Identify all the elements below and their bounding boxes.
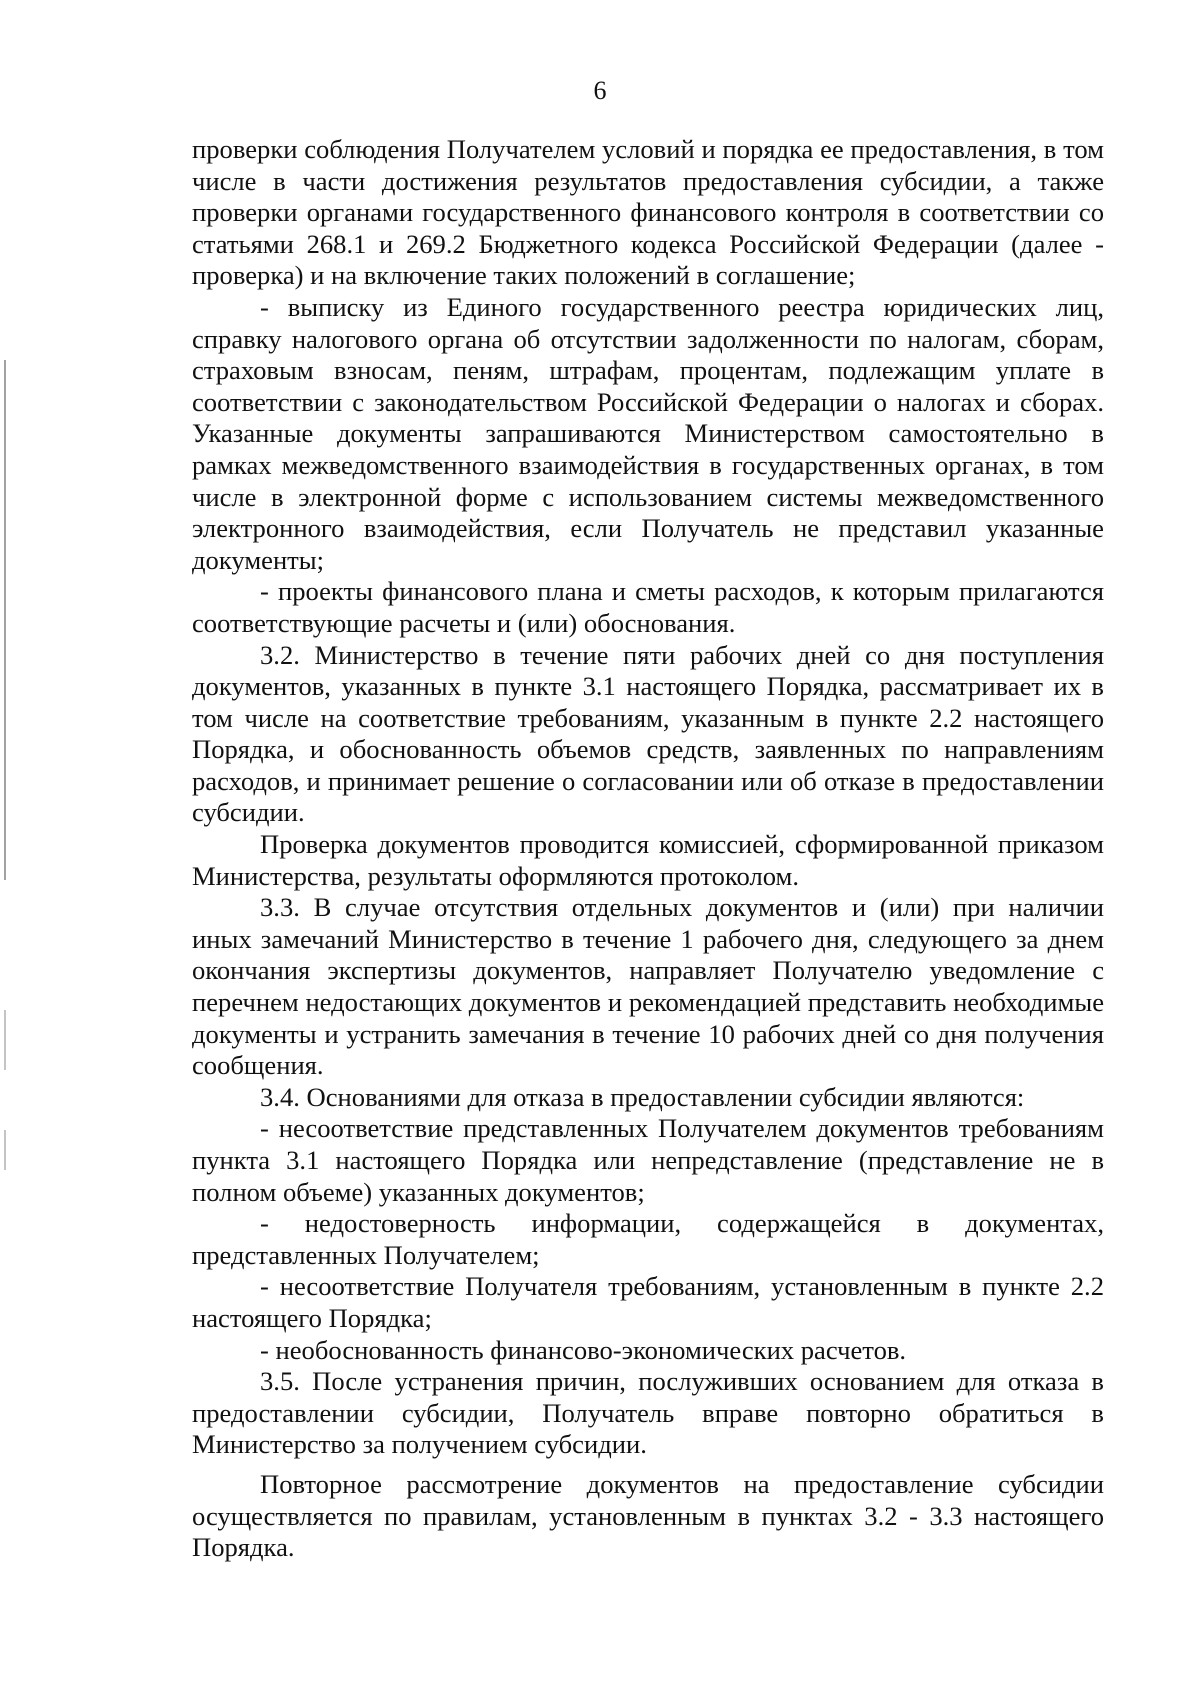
- scan-margin-mark: [4, 1130, 6, 1170]
- list-item-refusal-requirements: - несоответствие Получателя требованиям, установленным в пункте 2.2 настоящего Порядка;: [192, 1271, 1104, 1333]
- list-item-financial-plan: - проекты финансового плана и сметы расходов, к которым прилагаются соответствующие расчеты и (или) обоснования.: [192, 576, 1104, 638]
- list-item-refusal-nonconformity: - несоответствие представленных Получателем документов требованиям пункта 3.1 настоящего Порядка или непредставление (представление не в полном объеме) указанных документов;: [192, 1113, 1104, 1207]
- document-body: [192, 134, 1104, 1564]
- scan-margin-mark: [4, 1010, 6, 1070]
- list-item-refusal-calculations: - необоснованность финансово-экономических расчетов.: [260, 1334, 907, 1365]
- clause-3-4: 3.4. Основаниями для отказа в предоставлении субсидии являются:: [260, 1081, 1025, 1112]
- page-number: 6: [593, 76, 607, 105]
- paragraph-repeat-review: Повторное рассмотрение документов на предоставление субсидии осуществляется по правилам, установленным в пунктах 3.2 - 3.3 настоящего Порядка.: [192, 1468, 1104, 1563]
- list-item-egrul-extract: - выписку из Единого государственного реестра юридических лиц, справку налогового органа об отсутствии задолженности по налогам, сборам, страховым взносам, пеням, штрафам, процентам, подлежащим уплате в соответствии с законодательством Российской Федерации о налогах и сборах. Указанные документы запрашиваются Министерством самостоятельно в рамках межведомственного взаимодействия в государственных органах, в том числе в электронной форме с использованием системы межведомственного электронного взаимодействия, если Получатель не представил указанные документы;: [192, 291, 1104, 575]
- list-item-refusal-unreliability: - недостоверность информации, содержащейся в документах, представленных Получателем;: [192, 1208, 1104, 1270]
- paragraph-continuation: проверки соблюдения Получателем условий и порядка ее предоставления, в том числе в части достижения результатов предоставления субсидии, а также проверки органами государственного финансового контроля в соответствии со статьями 268.1 и 269.2 Бюджетного кодекса Российской Федерации (далее - проверка) и на включение таких положений в соглашение;: [192, 134, 1104, 291]
- paragraph-commission-check: Проверка документов проводится комиссией, сформированной приказом Министерства, результаты оформляются протоколом.: [192, 829, 1104, 891]
- scan-margin-mark: [4, 360, 6, 880]
- clause-3-2: 3.2. Министерство в течение пяти рабочих дней со дня поступления документов, указанных в пункте 3.1 настоящего Порядка, рассматривает их в том числе на соответствие требованиям, указанным в пункте 2.2 настоящего Порядка, и обоснованность объемов средств, заявленных по направлениям расходов, и принимает решение о согласовании или об отказе в предоставлении субсидии.: [192, 639, 1104, 828]
- clause-3-3: 3.3. В случае отсутствия отдельных документов и (или) при наличии иных замечаний Министерство в течение 1 рабочего дня, следующего за днем окончания экспертизы документов, направляет Получателю уведомление с перечнем недостающих документов и рекомендацией представить необходимые документы и устранить замечания в течение 10 рабочих дней со дня получения сообщения.: [192, 892, 1104, 1081]
- clause-3-5: 3.5. После устранения причин, послуживших основанием для отказа в предоставлении субсидии, Получатель вправе повторно обратиться в Министерство за получением субсидии.: [192, 1366, 1104, 1460]
